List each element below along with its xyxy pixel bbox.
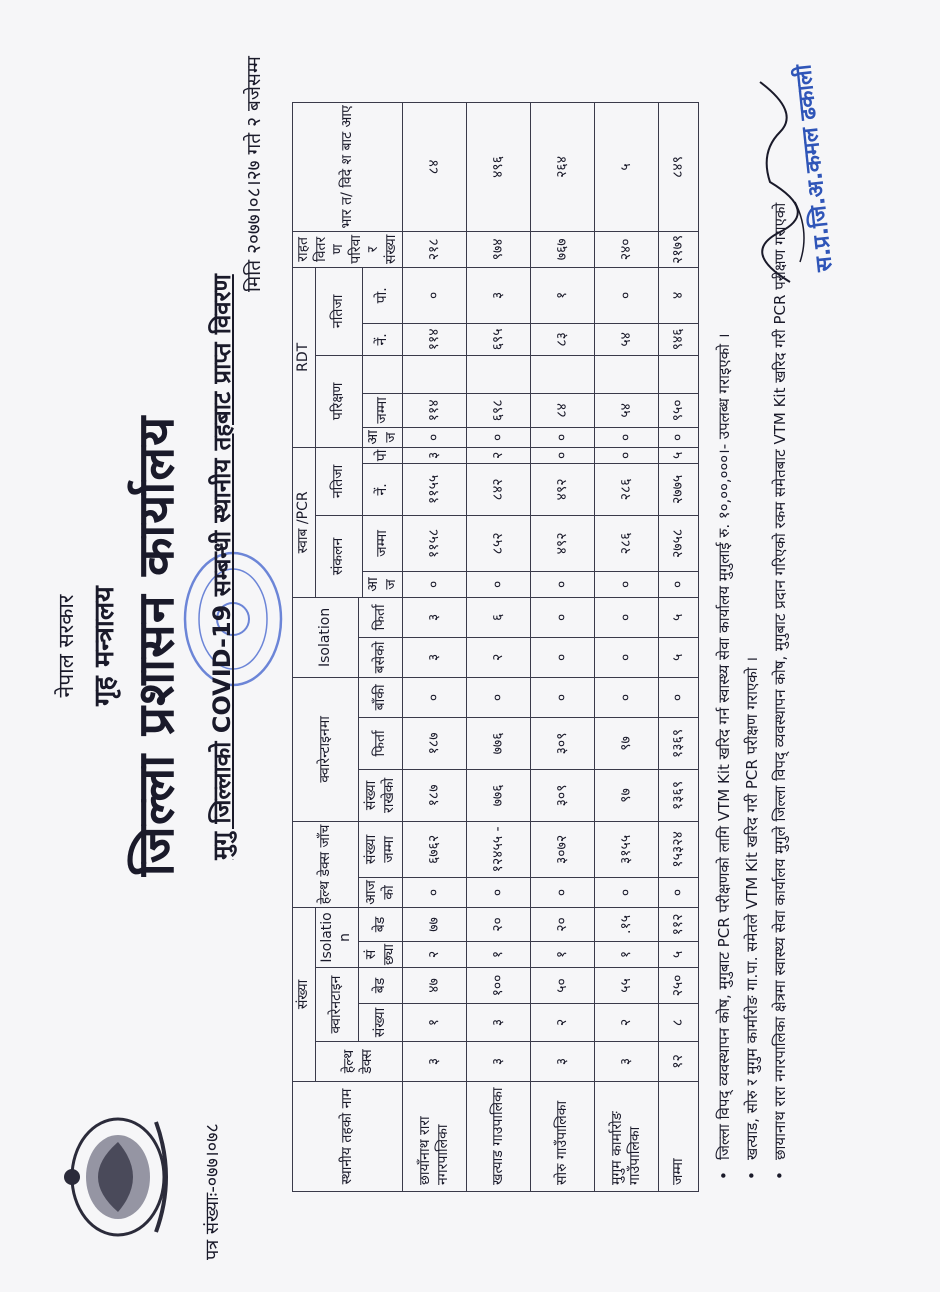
cell-q-kept: ९७: [595, 769, 659, 821]
cell-relief: २१८: [403, 231, 467, 267]
cell-r-empty: [595, 355, 659, 393]
cell-hd-total: ३०७२: [531, 821, 595, 877]
cell-i-num: १: [467, 942, 531, 968]
cell-hd: ३: [531, 1042, 595, 1082]
header-rdt: RDT: [293, 267, 316, 447]
cell-s-pos: ०: [531, 447, 595, 463]
cell-q-ret: ९७: [595, 717, 659, 769]
cell-s-neg: २७७५: [659, 463, 699, 515]
table-row: [467, 103, 531, 1192]
cell-r-total: ८४: [531, 393, 595, 427]
cell-s-total: २७५८: [659, 515, 699, 571]
cell-relief: २४०: [595, 231, 659, 267]
header-hd-today: आज को: [359, 877, 403, 907]
table-row: [531, 103, 595, 1192]
ministry-name: गृह मन्त्रालय: [89, 586, 120, 706]
cell-hd-today: ०: [403, 877, 467, 907]
cell-foreign: ५: [595, 103, 659, 232]
cell-i-num: ५: [659, 942, 699, 968]
cell-hd: १२: [659, 1042, 699, 1082]
cell-s-total: ४९२: [531, 515, 595, 571]
note-item: • खत्याड, सोरु र मुगुम कार्मारोङ गा.पा. समेतले VTM Kit खरिद गरी PCR परीक्षण गराएको ।: [738, 102, 766, 1182]
note-item: • जिल्ला विपद् व्यवस्थापन कोष, मुगुबाट PCR परीक्षणको लागि VTM Kit खरिद गर्न स्वास्थ्य सेवा कार्यालय मुगुलाई रु. १०,००,०००।- उपलब्ध गराइएको ।: [710, 102, 738, 1182]
cell-hd-today: ०: [659, 877, 699, 907]
cell-s-neg: ११५५: [403, 463, 467, 515]
cell-s-today: ०: [403, 571, 467, 597]
header-swab-pcr: स्वाब /PCR: [293, 447, 316, 597]
header-iso-staying: बसेको: [359, 637, 403, 677]
cell-hd: ३: [467, 1042, 531, 1082]
header-rdt-test: परिक्षण: [315, 355, 363, 447]
cell-i-num: १: [595, 942, 659, 968]
cell-r-pos: ०: [403, 267, 467, 323]
cell-q-bed: ४७: [403, 968, 467, 1004]
cell-hd-today: ०: [531, 877, 595, 907]
cell-q-bed: ५०: [531, 968, 595, 1004]
header-health-desk-check: हेल्थ डेक्स जाँच: [293, 821, 359, 907]
header-i-number: सं छ्या: [359, 942, 403, 968]
header-q-returned: फिर्ता: [359, 717, 403, 769]
header-swab-total: जम्मा: [363, 515, 403, 571]
header-q-number: संख्या: [359, 1004, 403, 1042]
government-name: नेपाल सरकार: [54, 594, 78, 698]
header-rdt-positive: पो.: [363, 267, 403, 323]
cell-hd-today: ०: [467, 877, 531, 907]
cell-q-rem: ०: [531, 677, 595, 717]
cell-s-total: ८५२: [467, 515, 531, 571]
cell-q-kept: ३०९: [531, 769, 595, 821]
cell-foreign: ८४९: [659, 103, 699, 232]
header-hd-total: संख्या जम्मा: [359, 821, 403, 877]
cell-r-neg: ६९५: [467, 323, 531, 355]
cell-q-kept: १३६९: [659, 769, 699, 821]
cell-s-today: ०: [467, 571, 531, 597]
cell-q-ret: १३६९: [659, 717, 699, 769]
cell-iso-ret: ३: [403, 597, 467, 637]
cell-q-num: २: [595, 1004, 659, 1042]
header-foreign: भार त/ विदे श बाट आए: [293, 103, 403, 232]
cell-r-today: ०: [531, 427, 595, 447]
header-rdt-negative: नें.: [363, 323, 403, 355]
cell-s-pos: ०: [595, 447, 659, 463]
header-rdt-result: नतिजा: [315, 267, 363, 355]
cell-s-today: ०: [595, 571, 659, 597]
cell-q-bed: २५०: [659, 968, 699, 1004]
cell-r-today: ०: [659, 427, 699, 447]
header-health-desk: हेल्थ डेक्स: [315, 1042, 403, 1082]
cell-s-today: ०: [659, 571, 699, 597]
header-i-bed: बेड: [359, 907, 403, 941]
cell-r-neg: ५४: [595, 323, 659, 355]
cell-q-rem: ०: [595, 677, 659, 717]
header-q-bed: बेड: [359, 968, 403, 1004]
cell-iso-ret: ५: [659, 597, 699, 637]
header-quarantine: क्वारेनटाइन: [315, 968, 359, 1042]
cell-relief: २१७९: [659, 231, 699, 267]
header-isolation: Isolation: [315, 907, 359, 967]
cell-r-pos: ४: [659, 267, 699, 323]
cell-hd-total: ६७६२: [403, 821, 467, 877]
header-rdt-empty: [363, 355, 403, 393]
cell-i-bed: .१५: [595, 907, 659, 941]
header-pcr-result: नतिजा: [315, 447, 363, 515]
covid-data-table: [292, 102, 699, 1192]
cell-q-kept: ७७६: [467, 769, 531, 821]
cell-q-num: १: [403, 1004, 467, 1042]
cell-r-neg: ९४६: [659, 323, 699, 355]
cell-i-bed: २०: [467, 907, 531, 941]
cell-q-ret: १८७: [403, 717, 467, 769]
cell-r-empty: [659, 355, 699, 393]
local-level-name: छायाँनाथ रारा नगरपालिका: [403, 1082, 467, 1192]
header-count: संख्या: [293, 907, 316, 1081]
cell-iso-stay: ५: [659, 637, 699, 677]
cell-r-neg: ८३: [531, 323, 595, 355]
cell-foreign: ८४: [403, 103, 467, 232]
cell-s-today: ०: [531, 571, 595, 597]
cell-q-bed: ५५: [595, 968, 659, 1004]
cell-r-today: ०: [595, 427, 659, 447]
cell-s-total: २८६: [595, 515, 659, 571]
cell-i-num: १: [531, 942, 595, 968]
cell-q-kept: १८७: [403, 769, 467, 821]
cell-foreign: २६४: [531, 103, 595, 232]
cell-r-pos: १: [531, 267, 595, 323]
cell-relief: ७६७: [531, 231, 595, 267]
cell-s-neg: २८६: [595, 463, 659, 515]
document-date: मिति २०७७।०८।२७ गते २ बजेसम्म: [243, 56, 265, 292]
cell-relief: ९७४: [467, 231, 531, 267]
header-collection: संकलन: [315, 515, 363, 597]
cell-q-num: २: [531, 1004, 595, 1042]
cell-hd-total: १५३२४: [659, 821, 699, 877]
cell-iso-stay: ०: [531, 637, 595, 677]
cell-r-total: ९५०: [659, 393, 699, 427]
cell-r-pos: ३: [467, 267, 531, 323]
cell-iso-stay: ०: [595, 637, 659, 677]
cell-iso-stay: ३: [403, 637, 467, 677]
cell-r-today: ०: [467, 427, 531, 447]
local-level-name: मुगुम कार्मारोङ गाउँपालिका: [595, 1082, 659, 1192]
cell-hd-total: ३१५५: [595, 821, 659, 877]
header-swab-positive: पो: [363, 447, 403, 463]
cell-i-bed: ११२: [659, 907, 699, 941]
cell-r-empty: [403, 355, 467, 393]
header-q-kept: संख्या राखेको: [359, 769, 403, 821]
cell-q-rem: ०: [467, 677, 531, 717]
cell-q-num: ८: [659, 1004, 699, 1042]
cell-r-total: ६९८: [467, 393, 531, 427]
note-item: • छायानाथ रारा नगरपालिका क्षेत्रमा स्वास्थ्य सेवा कार्यालय मुगुले जिल्ला विपद् व्यवस्थापन कोष, मुगुबाट प्रदान गरिएको रकम समेतबाट VTM Kit खरिद गरी PCR परीक्षण गराएको: [766, 102, 794, 1182]
cell-q-num: ३: [467, 1004, 531, 1042]
cell-iso-ret: ०: [531, 597, 595, 637]
cell-r-total: ११४: [403, 393, 467, 427]
cell-iso-ret: ६: [467, 597, 531, 637]
cell-s-neg: ४९२: [531, 463, 595, 515]
cell-q-rem: ०: [659, 677, 699, 717]
cell-iso-stay: २: [467, 637, 531, 677]
cell-iso-ret: ०: [595, 597, 659, 637]
table-row: [659, 103, 699, 1192]
cell-r-pos: ०: [595, 267, 659, 323]
header-iso-returned: फिर्ता: [359, 597, 403, 637]
header-relief: राहत वितरण परिवार संख्या: [293, 231, 403, 267]
signature-stamp: स.प्र.जि.अ.कमल ढकाली: [791, 63, 838, 273]
cell-hd-total: १२४५५ -: [467, 821, 531, 877]
local-level-name: जम्मा: [659, 1082, 699, 1192]
header-swab-today: आज: [363, 571, 403, 597]
local-level-name: खत्याड गाउपालिका: [467, 1082, 531, 1192]
header-q-remaining: बाँकी: [359, 677, 403, 717]
cell-s-neg: ८४२: [467, 463, 531, 515]
table-row: [595, 103, 659, 1192]
cell-s-total: ११५८: [403, 515, 467, 571]
cell-r-neg: ११४: [403, 323, 467, 355]
header-isolation-2: Isolation: [293, 597, 359, 677]
header-rdt-total: जम्मा: [363, 393, 403, 427]
cell-s-pos: ३: [403, 447, 467, 463]
cell-foreign: ४९६: [467, 103, 531, 232]
table-row: [403, 103, 467, 1192]
cell-s-pos: २: [467, 447, 531, 463]
office-name: जिल्ला प्रशासन कार्यालय: [127, 415, 185, 877]
reference-number: पत्र संख्याः-०७७।०७८: [202, 1123, 223, 1260]
document-subject: मुगु जिल्लाको COVID-19 सम्बन्धी स्थानीय तहबाट प्राप्त विवरण: [208, 274, 236, 860]
cell-r-empty: [531, 355, 595, 393]
cell-q-rem: ०: [403, 677, 467, 717]
header-rdt-today: आ ज: [363, 427, 403, 447]
cell-i-bed: ७७: [403, 907, 467, 941]
header-local-level: स्थानीय तहको नाम: [293, 1082, 403, 1192]
header-swab-negative: नें.: [363, 463, 403, 515]
cell-i-bed: २०: [531, 907, 595, 941]
cell-r-today: ०: [403, 427, 467, 447]
cell-q-bed: १००: [467, 968, 531, 1004]
header-quarantine-2: क्वारेन्टाइनमा: [293, 677, 359, 821]
local-level-name: सोरु गाउँपालिका: [531, 1082, 595, 1192]
cell-hd: ३: [403, 1042, 467, 1082]
cell-i-num: २: [403, 942, 467, 968]
cell-q-ret: ३०९: [531, 717, 595, 769]
cell-r-empty: [467, 355, 531, 393]
cell-q-ret: ७७६: [467, 717, 531, 769]
cell-hd-today: ०: [595, 877, 659, 907]
cell-s-pos: ५: [659, 447, 699, 463]
cell-hd: ३: [595, 1042, 659, 1082]
cell-r-total: ५४: [595, 393, 659, 427]
